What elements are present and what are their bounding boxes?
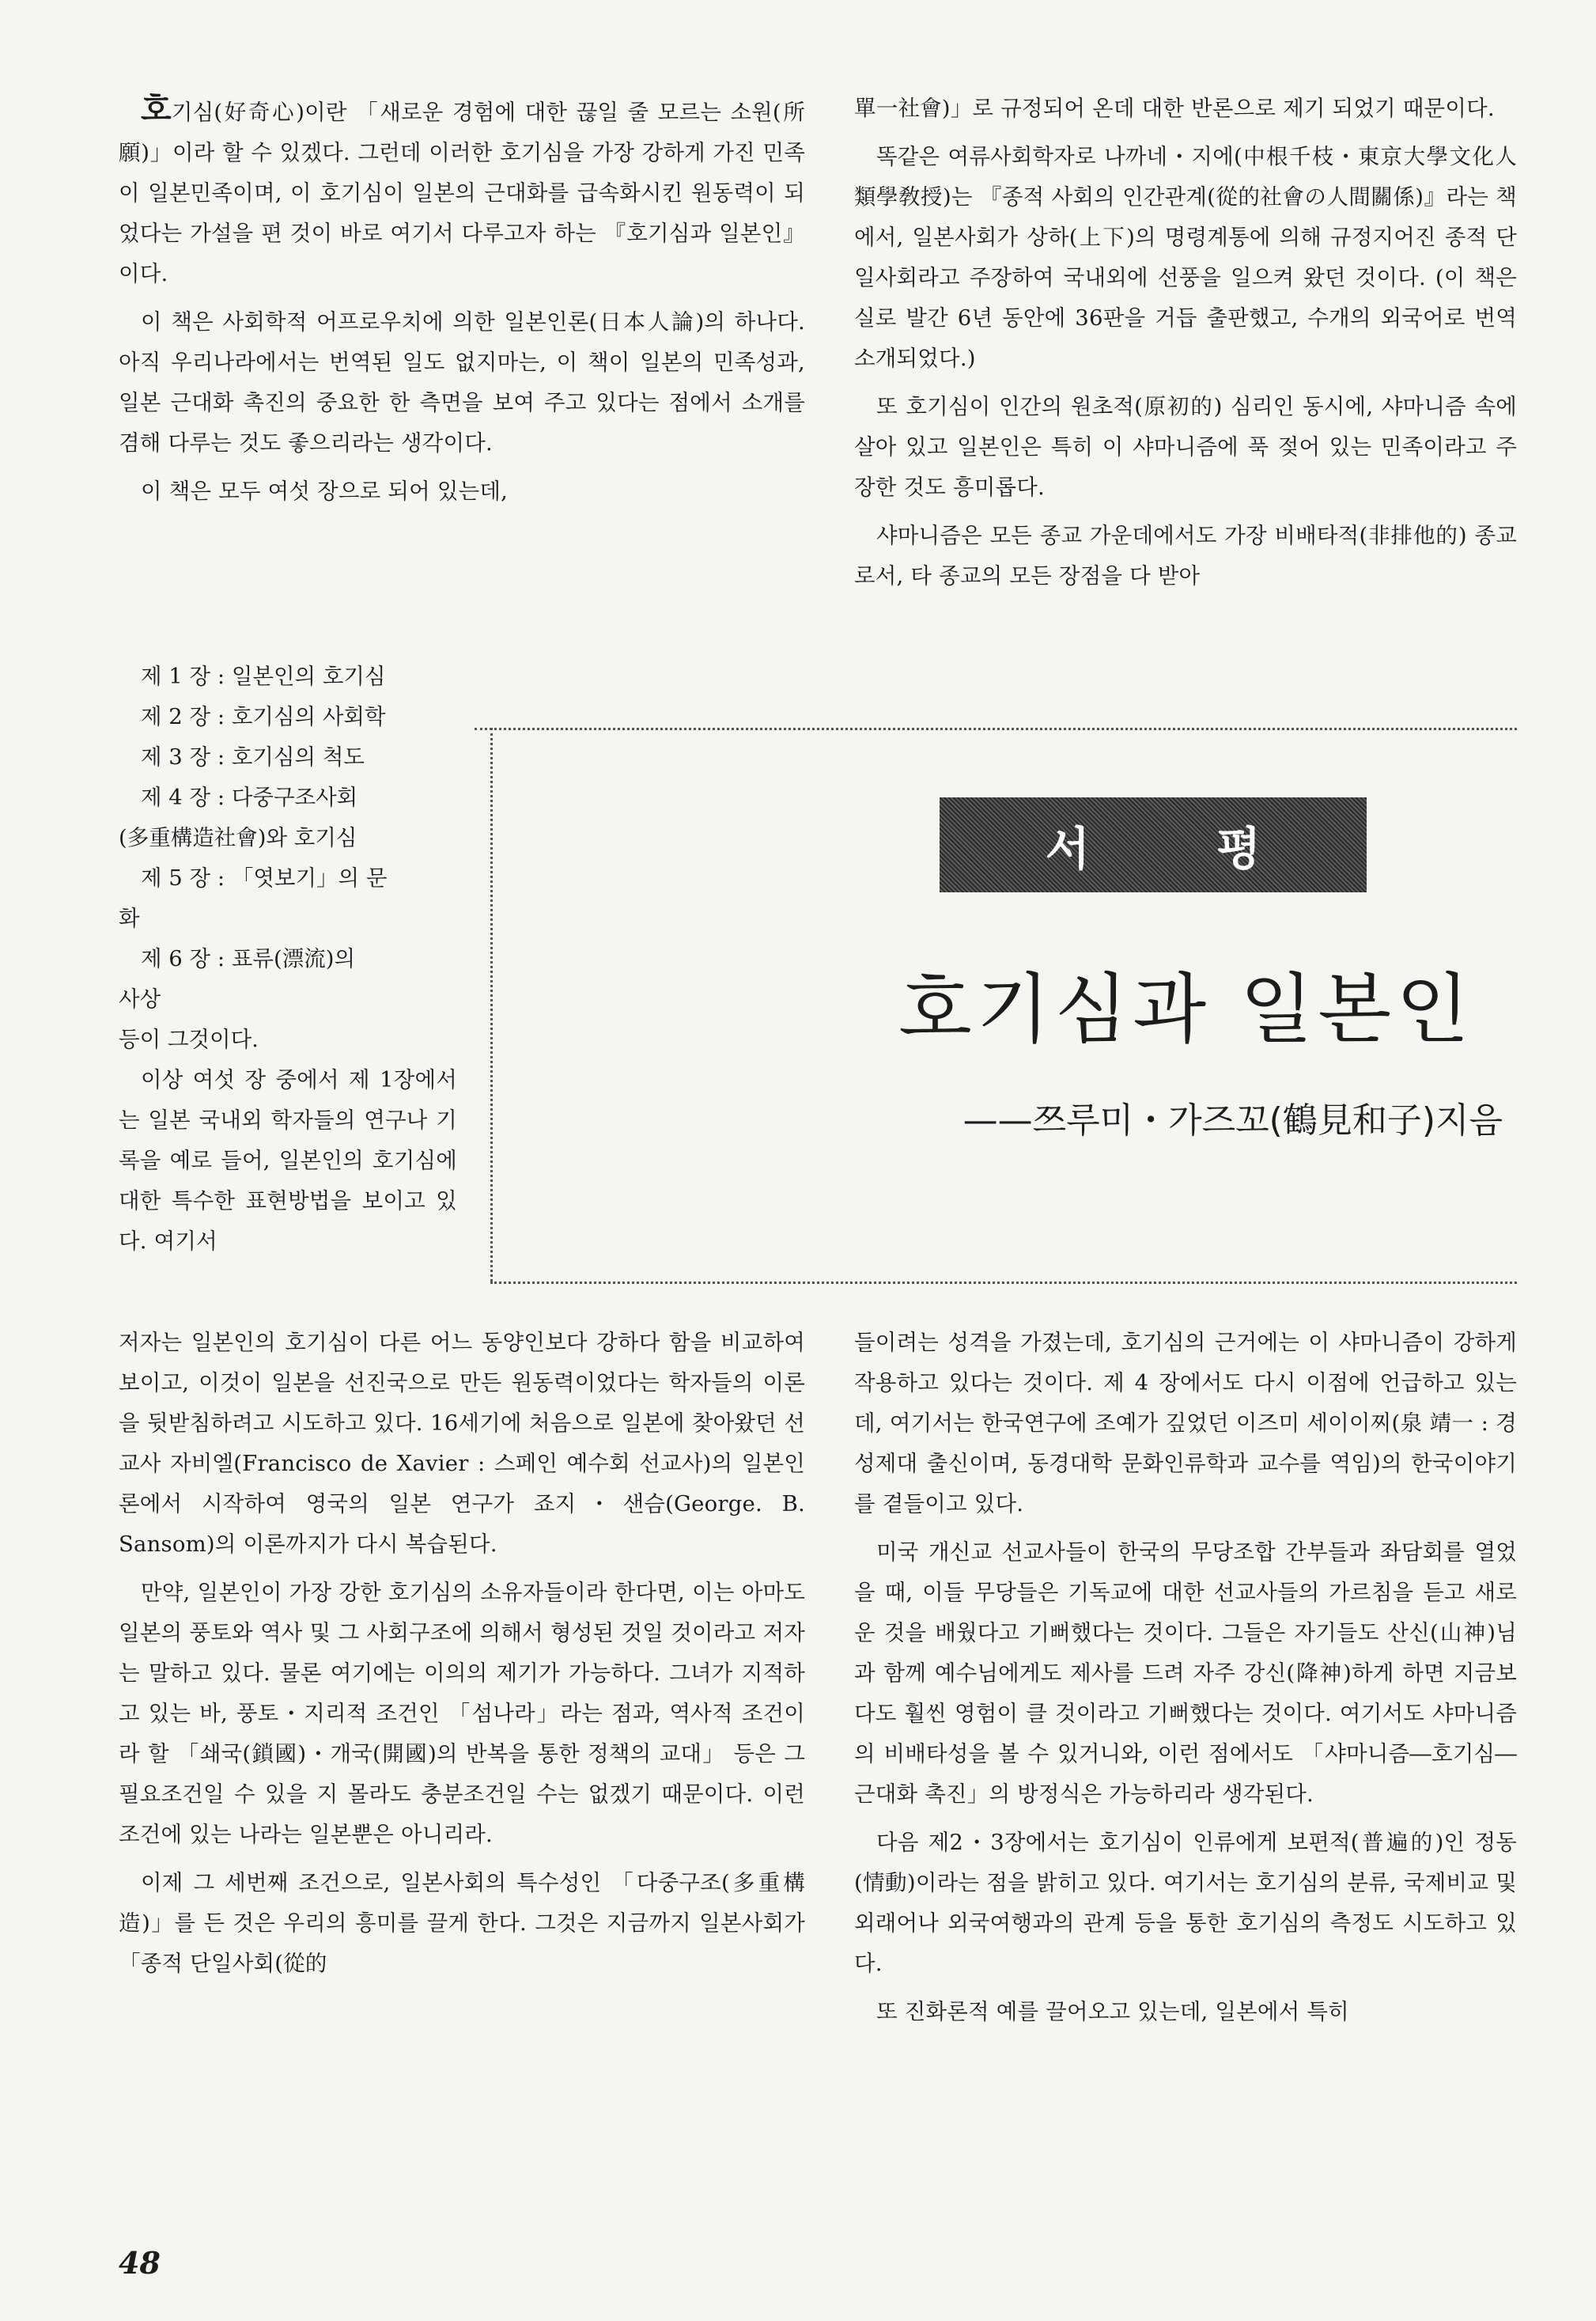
left-column-top bbox=[119, 89, 805, 512]
paragraph: 들이려는 성격을 가졌는데, 호기심의 근거에는 이 샤마니즘이 강하게 작용하고 있다는 것이다. 제 4 장에서도 다시 이점에 언급하고 있는데, 여기서는 한국연구에 조예가 깊었던 이즈미 세이이찌(泉 靖一 : 경성제대 출신이며, 동경대학 문화인류학과 교수를 역임)의 한국이야기를 곁들이고 있다. bbox=[854, 1330, 1517, 1516]
intro-paragraph bbox=[119, 89, 805, 294]
header-box-top-rule bbox=[475, 728, 1517, 730]
chapter-item: 제 3 장 : 호기심의 척도 bbox=[141, 744, 365, 770]
paragraph: 單一社會)」로 규정되어 온데 대한 반론으로 제기 되었기 때문이다. bbox=[854, 96, 1495, 121]
paragraph: 미국 개신교 선교사들이 한국의 무당조합 간부들과 좌담회를 열었을 때, 이들 무당들은 기독교에 대한 선교사들의 가르침을 듣고 새로운 것을 배웠다고 기뻐했다는 것이다. 그들은 자기들도 산신(山神)님과 함께 예수님에게도 제사를 드려 자주 강신(降神)하게 하면 지금보다도 훨씬 영험이 클 것이라고 기뻐했다는 것이다. 여기서도 샤마니즘의 비배타성을 볼 수 있거니와, 이런 점에서도 「샤마니즘―호기심―근대화 촉진」의 방정식은 가능하리라 생각된다. bbox=[854, 1539, 1517, 1807]
header-box-bottom-rule bbox=[490, 1282, 1517, 1284]
chapter-item: (多重構造社會)와 호기심 bbox=[119, 825, 357, 850]
drop-lead: 호 bbox=[141, 90, 172, 127]
paragraph: 이 책은 사회학적 어프로우치에 의한 일본인론(日本人論)의 하나다. 아직 우리나라에서는 번역된 일도 없지마는, 이 책이 일본의 민족성과, 일본 근대화 촉진의 중요한 한 측면을 보여 주고 있다는 점에서 소개를 겸해 다루는 것도 좋으리라는 생각이다. bbox=[119, 309, 805, 456]
paragraph: 또 진화론적 예를 끌어오고 있는데, 일본에서 특히 bbox=[876, 1999, 1349, 2024]
author-byline: ——쯔루미・가즈꼬(鶴見和子)지음 bbox=[963, 1100, 1503, 1141]
chapter-item: 사상 bbox=[119, 986, 161, 1012]
chapter-item: 제 6 장 : 표류(漂流)의 bbox=[141, 946, 356, 971]
left-column-bottom bbox=[119, 1323, 805, 1992]
left-column-narrow bbox=[119, 657, 475, 1262]
section-banner-label: 서 평 bbox=[1045, 822, 1317, 876]
paragraph: 이상 여섯 장 중에서 제 1장에서는 일본 국내외 학자들의 연구나 기록을 예로 들어, 일본인의 호기심에 대한 특수한 표현방법을 보이고 있다. 여기서 bbox=[119, 1067, 457, 1254]
chapter-item: 제 1 장 : 일본인의 호기심 bbox=[141, 664, 386, 689]
chapter-item: 제 2 장 : 호기심의 사회학 bbox=[141, 704, 386, 729]
header-box-left-rule bbox=[490, 728, 493, 1282]
chapter-item: 등이 그것이다. bbox=[119, 1027, 259, 1052]
intro-text: 기심(好奇心)이란 「새로운 경험에 대한 끊일 줄 모르는 소원(所願)」이라 할 수 있겠다. 그런데 이러한 호기심을 가장 강하게 가진 민족이 일본민족이며, 이 호기심이 일본의 근대화를 급속화시킨 원동력이 되었다는 가설을 편 것이 바로 여기서 다루고자 하는 『호기심과 일본인』이다. bbox=[119, 100, 805, 286]
paragraph: 샤마니즘은 모든 종교 가운데에서도 가장 비배타적(非排他的) 종교로서, 타 종교의 모든 장점을 다 받아 bbox=[854, 523, 1517, 589]
chapter-item: 제 5 장 : 「엿보기」의 문 bbox=[141, 865, 388, 891]
chapter-item: 화 bbox=[119, 906, 140, 931]
paragraph: 다음 제2・3장에서는 호기심이 인류에게 보편적(普遍的)인 정동(情動)이라는 점을 밝히고 있다. 여기서는 호기심의 분류, 국제비교 및 외래어나 외국여행과의 관계 등을 통한 호기심의 측정도 시도하고 있다. bbox=[854, 1830, 1517, 1976]
paragraph: 이 책은 모두 여섯 장으로 되어 있는데, bbox=[141, 479, 509, 504]
book-title: 호기심과 일본인 bbox=[898, 965, 1474, 1054]
page-number: 48 bbox=[119, 2245, 161, 2281]
right-column-bottom bbox=[854, 1323, 1517, 2040]
chapter-item: 제 4 장 : 다중구조사회 bbox=[141, 785, 358, 810]
paragraph: 똑같은 여류사회학자로 나까네・지에(中根千枝・東京大學文化人類學敎授)는 『종적 사회의 인간관계(從的社會の人間關係)』라는 책에서, 일본사회가 상하(上下)의 명령계통에 의해 규정지어진 종적 단일사회라고 주장하여 국내외에 선풍을 일으켜 왔던 것이다. (이 책은 실로 발간 6년 동안에 36판을 거듭 출판했고, 수개의 외국어로 번역 소개되었다.) bbox=[854, 144, 1517, 371]
paragraph: 저자는 일본인의 호기심이 다른 어느 동양인보다 강하다 함을 비교하여 보이고, 이것이 일본을 선진국으로 만든 원동력이었다는 학자들의 이론을 뒷받침하려고 시도하고 있다. 16세기에 처음으로 일본에 찾아왔던 선교사 자비엘(Francisco de Xavier : 스페인 예수회 선교사)의 일본인론에서 시작하여 영국의 일본 연구가 죠지・샌슴(George. B. Sansom)의 이론까지가 다시 복습된다. bbox=[119, 1330, 805, 1557]
paragraph: 또 호기심이 인간의 원초적(原初的) 심리인 동시에, 샤마니즘 속에 살아 있고 일본인은 특히 이 샤마니즘에 푹 젖어 있는 민족이라고 주장한 것도 흥미롭다. bbox=[854, 394, 1517, 500]
paragraph: 이제 그 세번째 조건으로, 일본사회의 특수성인 「다중구조(多重構造)」를 든 것은 우리의 흥미를 끌게 한다. 그것은 지금까지 일본사회가 「종적 단일사회(從的 bbox=[119, 1870, 805, 1976]
chapter-list bbox=[119, 657, 475, 1060]
section-banner bbox=[940, 797, 1367, 892]
paragraph: 만약, 일본인이 가장 강한 호기심의 소유자들이라 한다면, 이는 아마도 일본의 풍토와 역사 및 그 사회구조에 의해서 형성된 것일 것이라고 저자는 말하고 있다. 물론 여기에는 이의의 제기가 가능하다. 그녀가 지적하고 있는 바, 풍토・지리적 조건인 「섬나라」라는 점과, 역사적 조건이라 할 「쇄국(鎖國)・개국(開國)의 반복을 통한 정책의 교대」 등은 그 필요조건일 수 있을 지 몰라도 충분조건일 수는 없겠기 때문이다. 이런 조건에 있는 나라는 일본뿐은 아니리라. bbox=[119, 1580, 805, 1847]
right-column-top bbox=[854, 89, 1517, 604]
